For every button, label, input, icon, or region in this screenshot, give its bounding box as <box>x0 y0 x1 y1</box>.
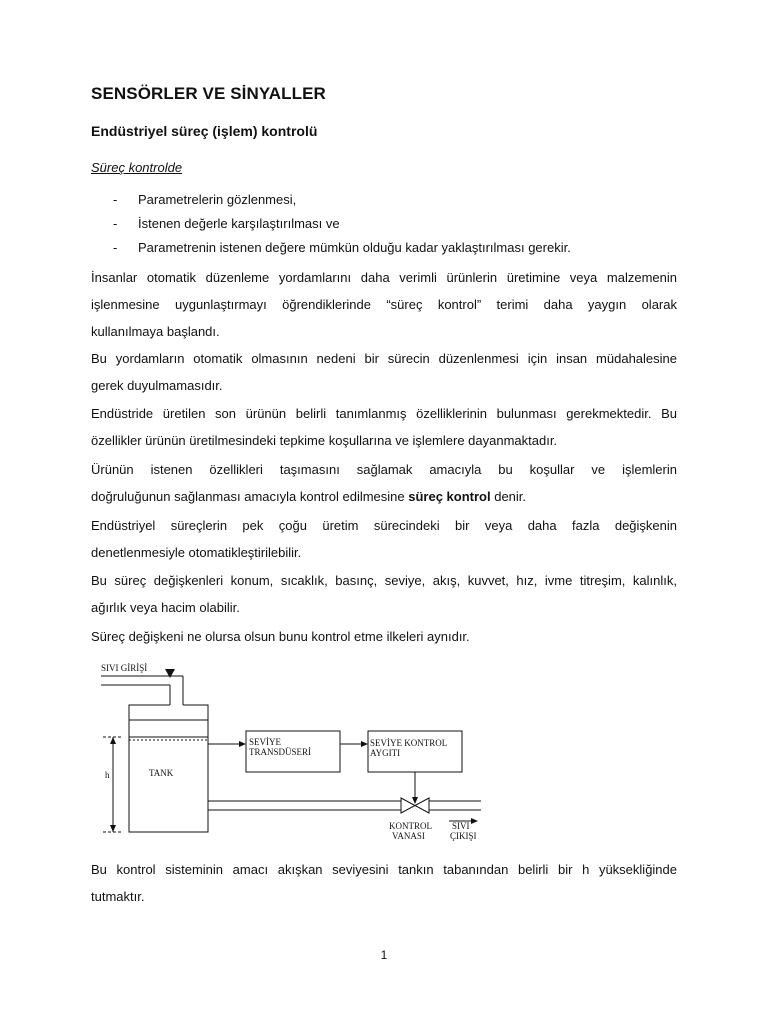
paragraph-text: denir. <box>490 489 527 504</box>
paragraph-line: İnsanlar otomatik düzenleme yordamlarını daha verimli ürünlerin üretimine veya malzemenin <box>91 270 677 285</box>
inlet-label: SIVI GİRİŞİ <box>101 663 148 673</box>
paragraph-line: ağırlık veya hacim olabilir. <box>91 600 240 615</box>
height-arrow-top <box>110 737 116 744</box>
paragraph-line: işlenmesine uygunlaştırmayı öğrendiklerinde “süreç kontrol” terimi daha yaygın olarak <box>91 297 677 312</box>
paragraph-line: Bu yordamların otomatik olmasının nedeni bir sürecin düzenlenmesi için insan müdahalesine <box>91 351 677 366</box>
bullet-marker: - <box>113 192 118 207</box>
paragraph-line: Bu kontrol sisteminin amacı akışkan seviyesini tankın tabanından belirli bir h yüksekliğinde <box>91 862 677 877</box>
paragraph-line: Bu süreç değişkenleri konum, sıcaklık, basınç, seviye, akış, kuvvet, hız, ivme titreşim, kalınlık, <box>91 573 677 588</box>
paragraph-line: Endüstride üretilen son ürünün belirli tanımlanmış özelliklerinin bulunması gerekmektedir. Bu <box>91 406 677 421</box>
level-control-diagram <box>93 658 493 848</box>
bullet-marker: - <box>113 216 118 231</box>
height-arrow-bottom <box>110 825 116 832</box>
control-valve-left <box>401 798 415 813</box>
transducer-arrow-head <box>239 741 246 747</box>
paragraph <box>91 623 677 650</box>
transducer-label-line2: TRANSDÜSERİ <box>249 747 312 757</box>
tank-label: TANK <box>149 768 174 778</box>
paragraph-line: Ürünün istenen özellikleri taşımasını sağlamak amacıyla bu koşullar ve işlemlerin <box>91 462 677 477</box>
paragraph-line: denetlenmesiyle otomatikleştirilebilir. <box>91 545 302 560</box>
paragraph <box>91 400 677 454</box>
section-heading: Endüstriyel süreç (işlem) kontrolü <box>91 123 318 139</box>
subsection-label: Süreç kontrolde <box>91 160 183 175</box>
paragraph-line: Süreç değişkeni ne olursa olsun bunu kontrol etme ilkeleri aynıdır. <box>91 629 470 644</box>
page-number: 1 <box>380 948 388 962</box>
paragraph <box>91 456 677 510</box>
controller-arrow-head <box>361 741 368 747</box>
outlet-label-line2: ÇIKIŞI <box>450 831 477 841</box>
height-label: h <box>105 770 110 780</box>
paragraph <box>91 264 677 345</box>
valve-label-line1: KONTROL <box>389 821 432 831</box>
paragraph <box>91 512 677 566</box>
control-valve-right <box>415 798 429 813</box>
controller-label-line2: AYGITI <box>370 748 401 758</box>
paragraph-line: gerek duyulmamasıdır. <box>91 378 223 393</box>
transducer-label-line1: SEVİYE <box>249 737 281 747</box>
inlet-arrow-head <box>165 669 175 678</box>
controller-label-line1: SEVİYE KONTROL <box>370 738 448 748</box>
list-item <box>91 192 571 216</box>
paragraph <box>91 856 677 910</box>
outlet-arrow-head <box>471 818 478 824</box>
bullet-list <box>91 192 571 264</box>
tank-top-right <box>183 705 208 720</box>
paragraph <box>91 345 677 399</box>
list-item-text: Parametrenin istenen değere mümkün olduğu kadar yaklaştırılması gerekir. <box>138 240 571 255</box>
list-item <box>91 240 571 264</box>
paragraph-line: kullanılmaya başlandı. <box>91 324 220 339</box>
tank-top-left <box>129 705 170 720</box>
valve-arrow-head <box>412 797 418 804</box>
paragraph-line: Endüstriyel süreçlerin pek çoğu üretim sürecindeki bir veya daha fazla değişkenin <box>91 518 677 533</box>
paragraph-line: özellikler ürünün üretilmesindeki tepkime koşullarına ve işlemlere dayanmaktadır. <box>91 433 558 448</box>
list-item-text: İstenen değerle karşılaştırılması ve <box>138 216 340 231</box>
bold-term: süreç kontrol <box>408 489 491 504</box>
document-title: SENSÖRLER VE SİNYALLER <box>91 84 326 103</box>
outlet-label-line1: SIVI <box>452 821 470 831</box>
valve-label-line2: VANASI <box>392 831 425 841</box>
bullet-marker: - <box>113 240 118 255</box>
list-item-text: Parametrelerin gözlenmesi, <box>138 192 297 207</box>
paragraph <box>91 567 677 621</box>
paragraph-line <box>91 483 677 510</box>
paragraph-line: tutmaktır. <box>91 889 145 904</box>
paragraph-text: doğruluğunun sağlanması amacıyla kontrol edilmesine <box>91 489 409 504</box>
list-item <box>91 216 571 240</box>
